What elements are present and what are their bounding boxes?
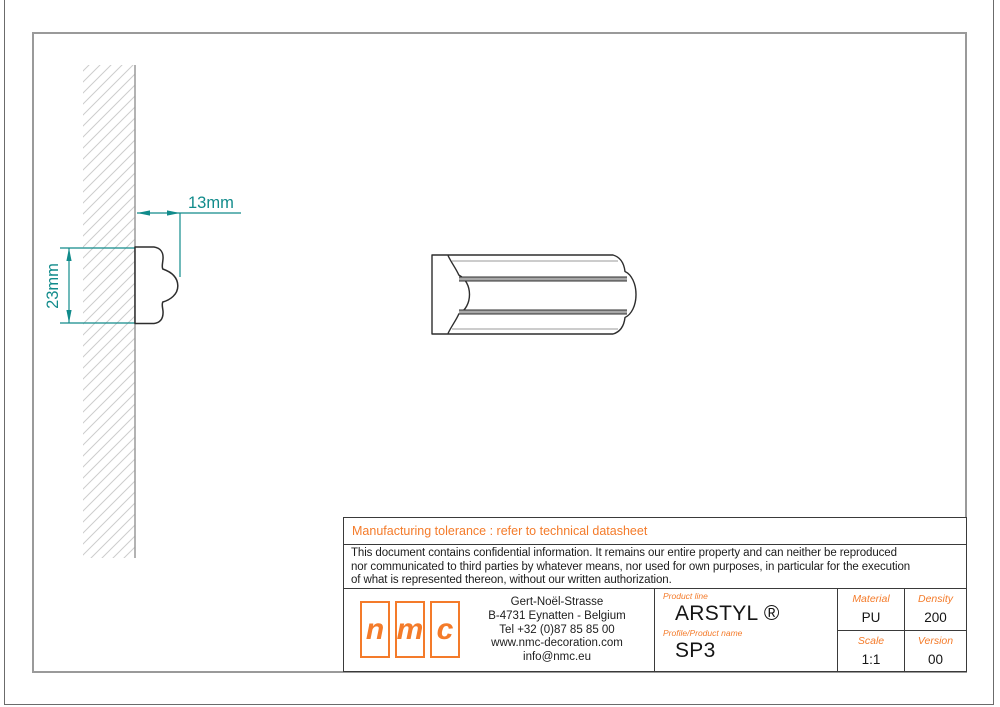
- company-address: [468, 596, 646, 665]
- address-line: Tel +32 (0)87 85 85 00: [499, 623, 615, 636]
- spec-scale-label: Scale: [857, 635, 885, 647]
- spec-material: [838, 589, 904, 630]
- dim-label-height: 23mm: [44, 263, 62, 309]
- molding-outline: [432, 255, 636, 334]
- address-line: info@nmc.eu: [523, 651, 591, 664]
- logo-box-n: [360, 601, 390, 658]
- molding-groove-upper: [459, 277, 627, 281]
- tolerance-note: Manufacturing tolerance : refer to technical datasheet: [352, 524, 648, 538]
- product-line-value: ARSTYL ®: [675, 602, 780, 625]
- dim-label-width: 13mm: [188, 194, 234, 212]
- spec-material-value: PU: [861, 610, 881, 625]
- product-name-value: SP3: [675, 639, 716, 662]
- spec-density-label: Density: [917, 593, 953, 605]
- molding-groove-lower: [459, 310, 627, 314]
- spec-material-label: Material: [852, 593, 890, 605]
- confidentiality-line: of what is represented thereon, without our written authorization.: [351, 574, 672, 587]
- logo-box-c: [430, 601, 460, 658]
- address-line: B-4731 Eynatten - Belgium: [488, 609, 626, 622]
- specs-grid: [838, 589, 966, 671]
- address-line: www.nmc-decoration.com: [491, 637, 623, 650]
- spec-scale: [838, 630, 904, 671]
- logo-letter: n: [365, 612, 385, 646]
- nmc-logo: [360, 601, 460, 658]
- product-name-label: Profile/Product name: [663, 628, 743, 638]
- confidentiality-line: nor communicated to third parties by whatever means, nor used for own purposes, in particular for the execution: [351, 560, 911, 573]
- company-cell: [344, 589, 655, 671]
- spec-version-label: Version: [917, 635, 954, 647]
- logo-letter: m: [396, 612, 424, 646]
- logo-letter: c: [436, 612, 454, 646]
- spec-version: [904, 630, 966, 671]
- title-block-bottom-row: [344, 589, 966, 671]
- confidentiality-notice: [344, 545, 966, 589]
- profile-section-path: [135, 247, 178, 324]
- wall-hatch: [83, 65, 135, 558]
- spec-version-value: 00: [927, 652, 944, 667]
- confidentiality-line: This document contains confidential information. It remains our entire property and can neither be reproduced: [351, 547, 897, 559]
- molding-elevation: [432, 255, 636, 334]
- spec-scale-value: 1:1: [861, 652, 881, 667]
- title-block: [343, 517, 967, 672]
- tolerance-row: [344, 518, 966, 545]
- product-cell: [655, 589, 838, 671]
- spec-density: [904, 589, 966, 630]
- spec-density-value: 200: [924, 610, 947, 625]
- product-line-label: Product line: [663, 591, 708, 601]
- logo-box-m: [395, 601, 425, 658]
- address-line: Gert-Noël-Strasse: [510, 596, 604, 608]
